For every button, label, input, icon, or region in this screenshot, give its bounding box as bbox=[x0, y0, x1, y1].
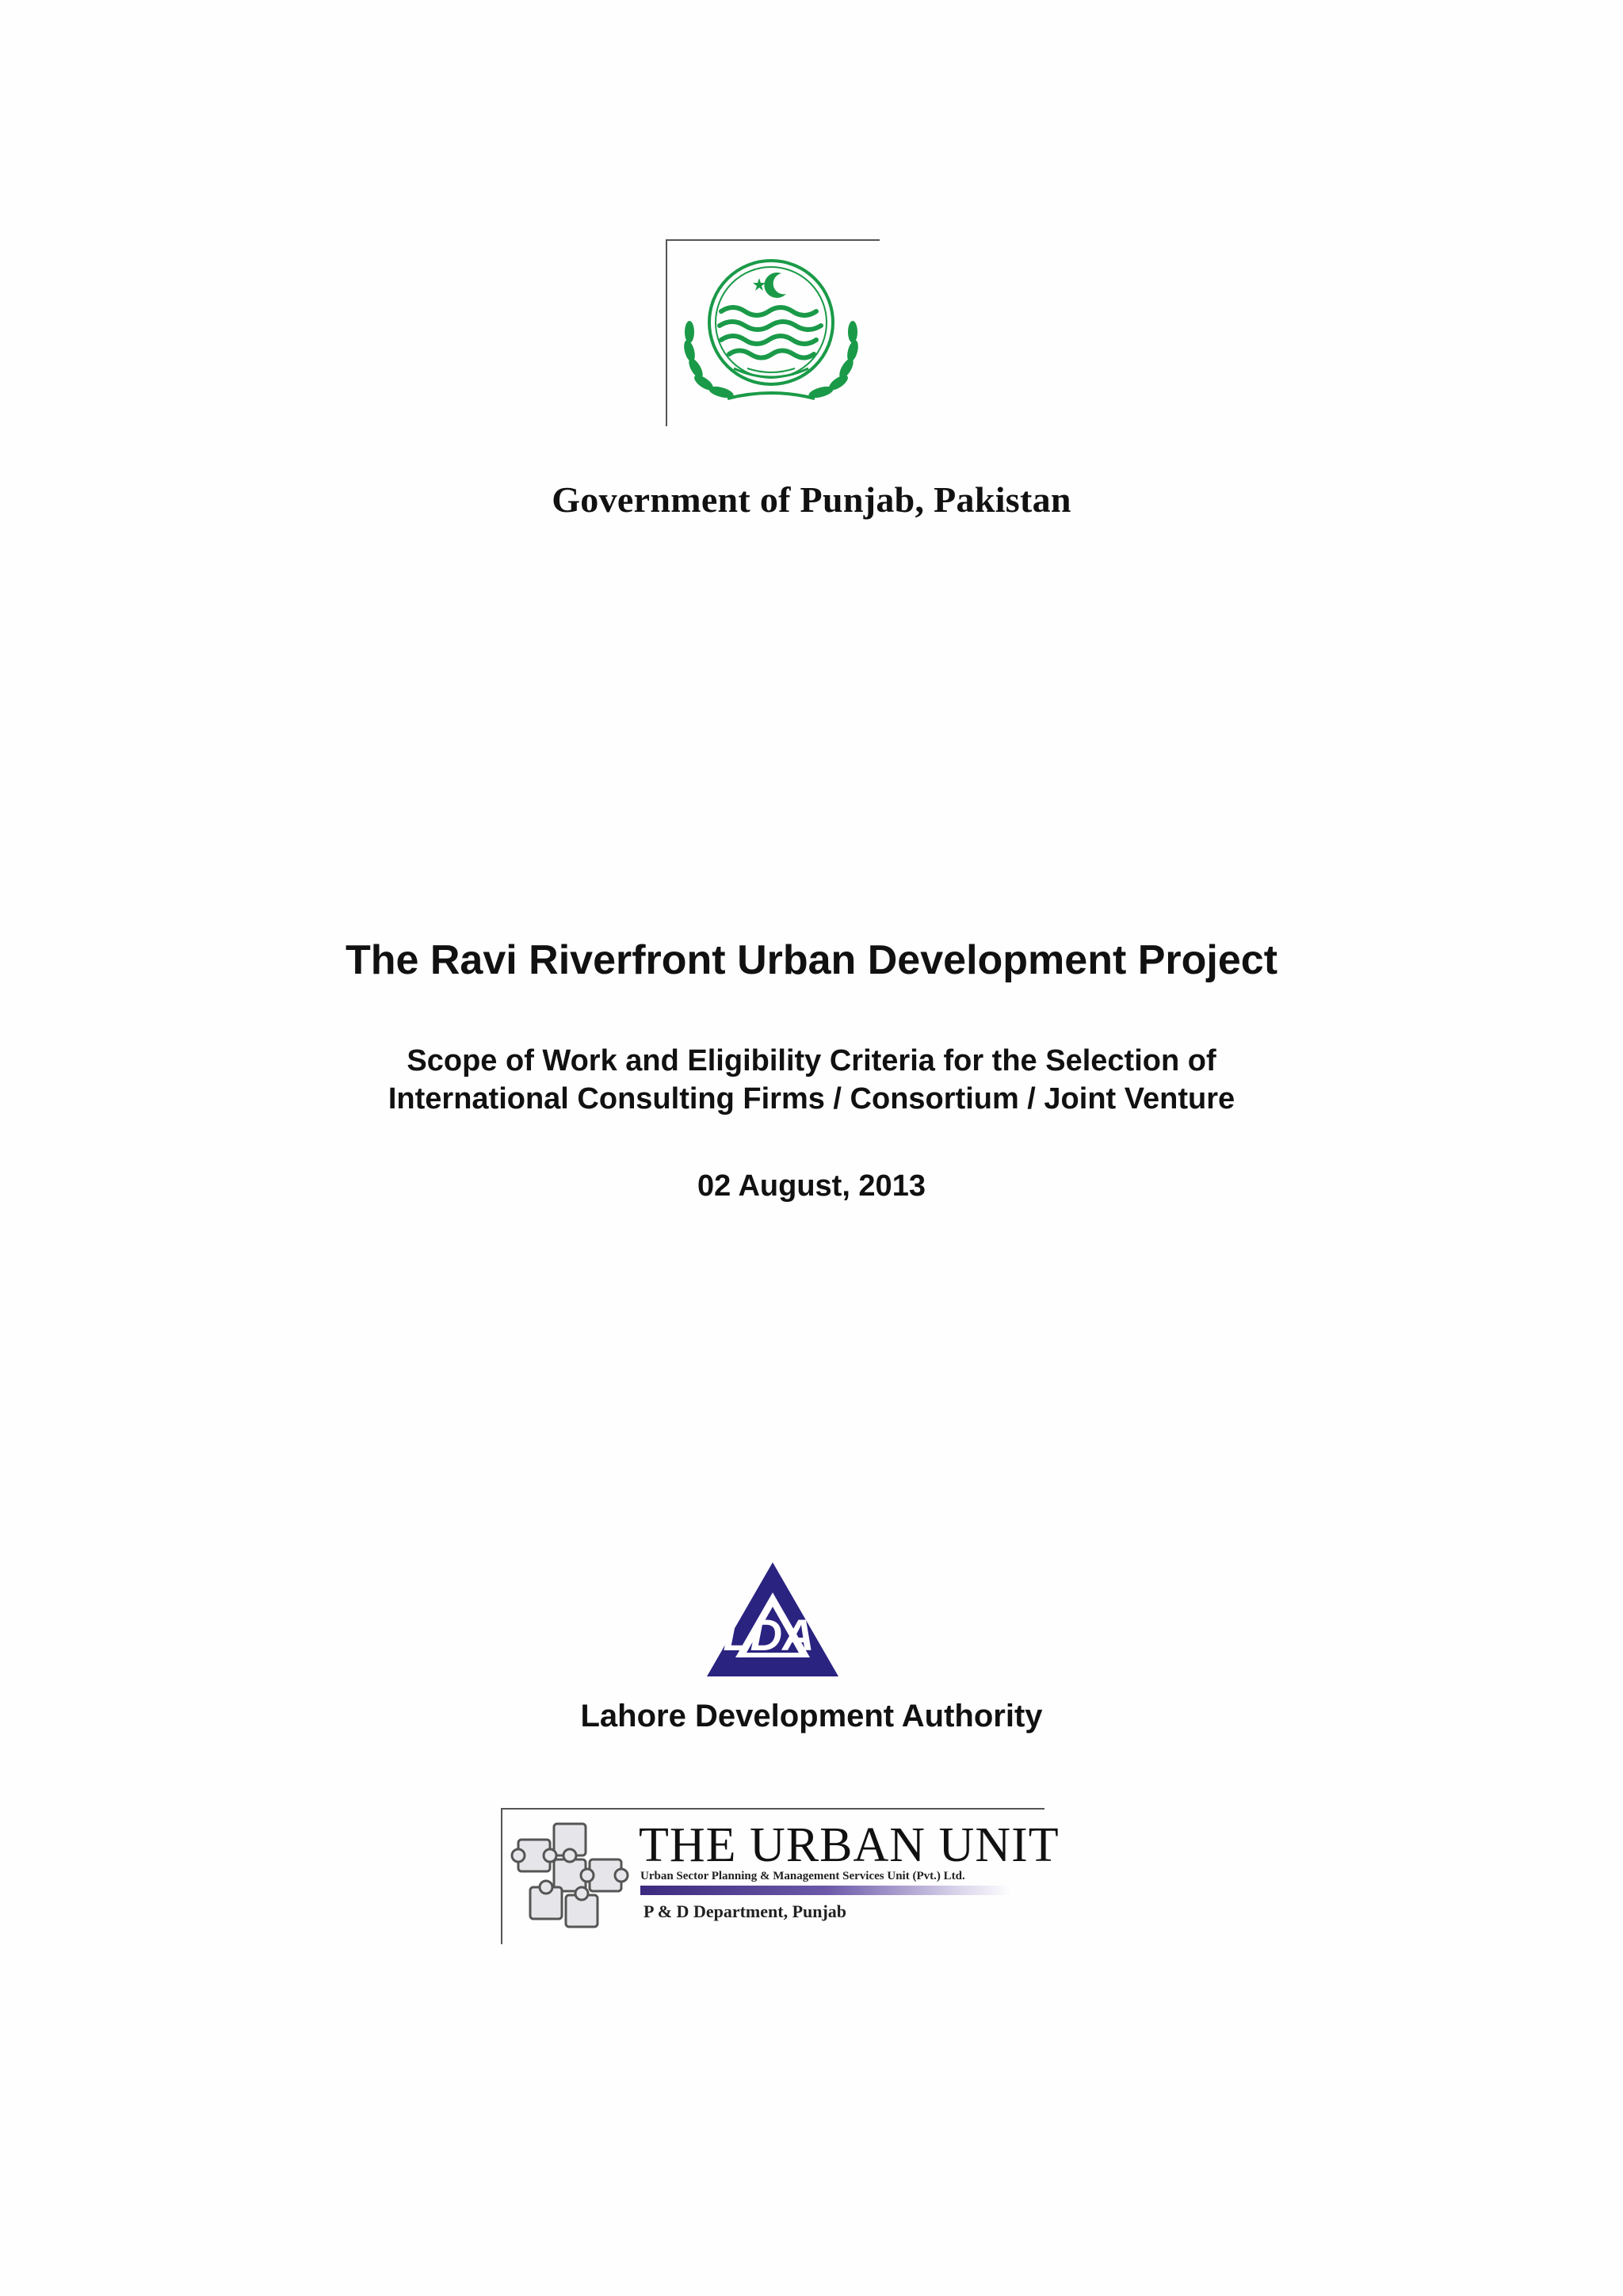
punjab-seal-logo bbox=[672, 250, 870, 416]
lda-logo-text: LDA bbox=[723, 1610, 815, 1660]
puzzle-icon bbox=[510, 1816, 629, 1935]
urban-unit-title: THE URBAN UNIT bbox=[639, 1818, 1060, 1872]
urban-unit-subtitle: Urban Sector Planning & Management Services Unit (Pvt.) Ltd. bbox=[640, 1870, 965, 1882]
authority-name: Lahore Development Authority bbox=[580, 1699, 1043, 1733]
urban-unit-department: P & D Department, Punjab bbox=[643, 1901, 847, 1921]
subtitle-line-1: Scope of Work and Eligibility Criteria for the Selection of bbox=[407, 1044, 1216, 1077]
subtitle-line-2: International Consulting Firms / Consortium / Joint Venture bbox=[388, 1082, 1235, 1116]
document-date: 02 August, 2013 bbox=[697, 1169, 926, 1203]
urban-unit-gradient-bar bbox=[640, 1886, 1013, 1895]
project-title: The Ravi Riverfront Urban Development Project bbox=[345, 937, 1278, 983]
lda-logo bbox=[705, 1561, 840, 1678]
government-heading: Government of Punjab, Pakistan bbox=[552, 479, 1071, 520]
